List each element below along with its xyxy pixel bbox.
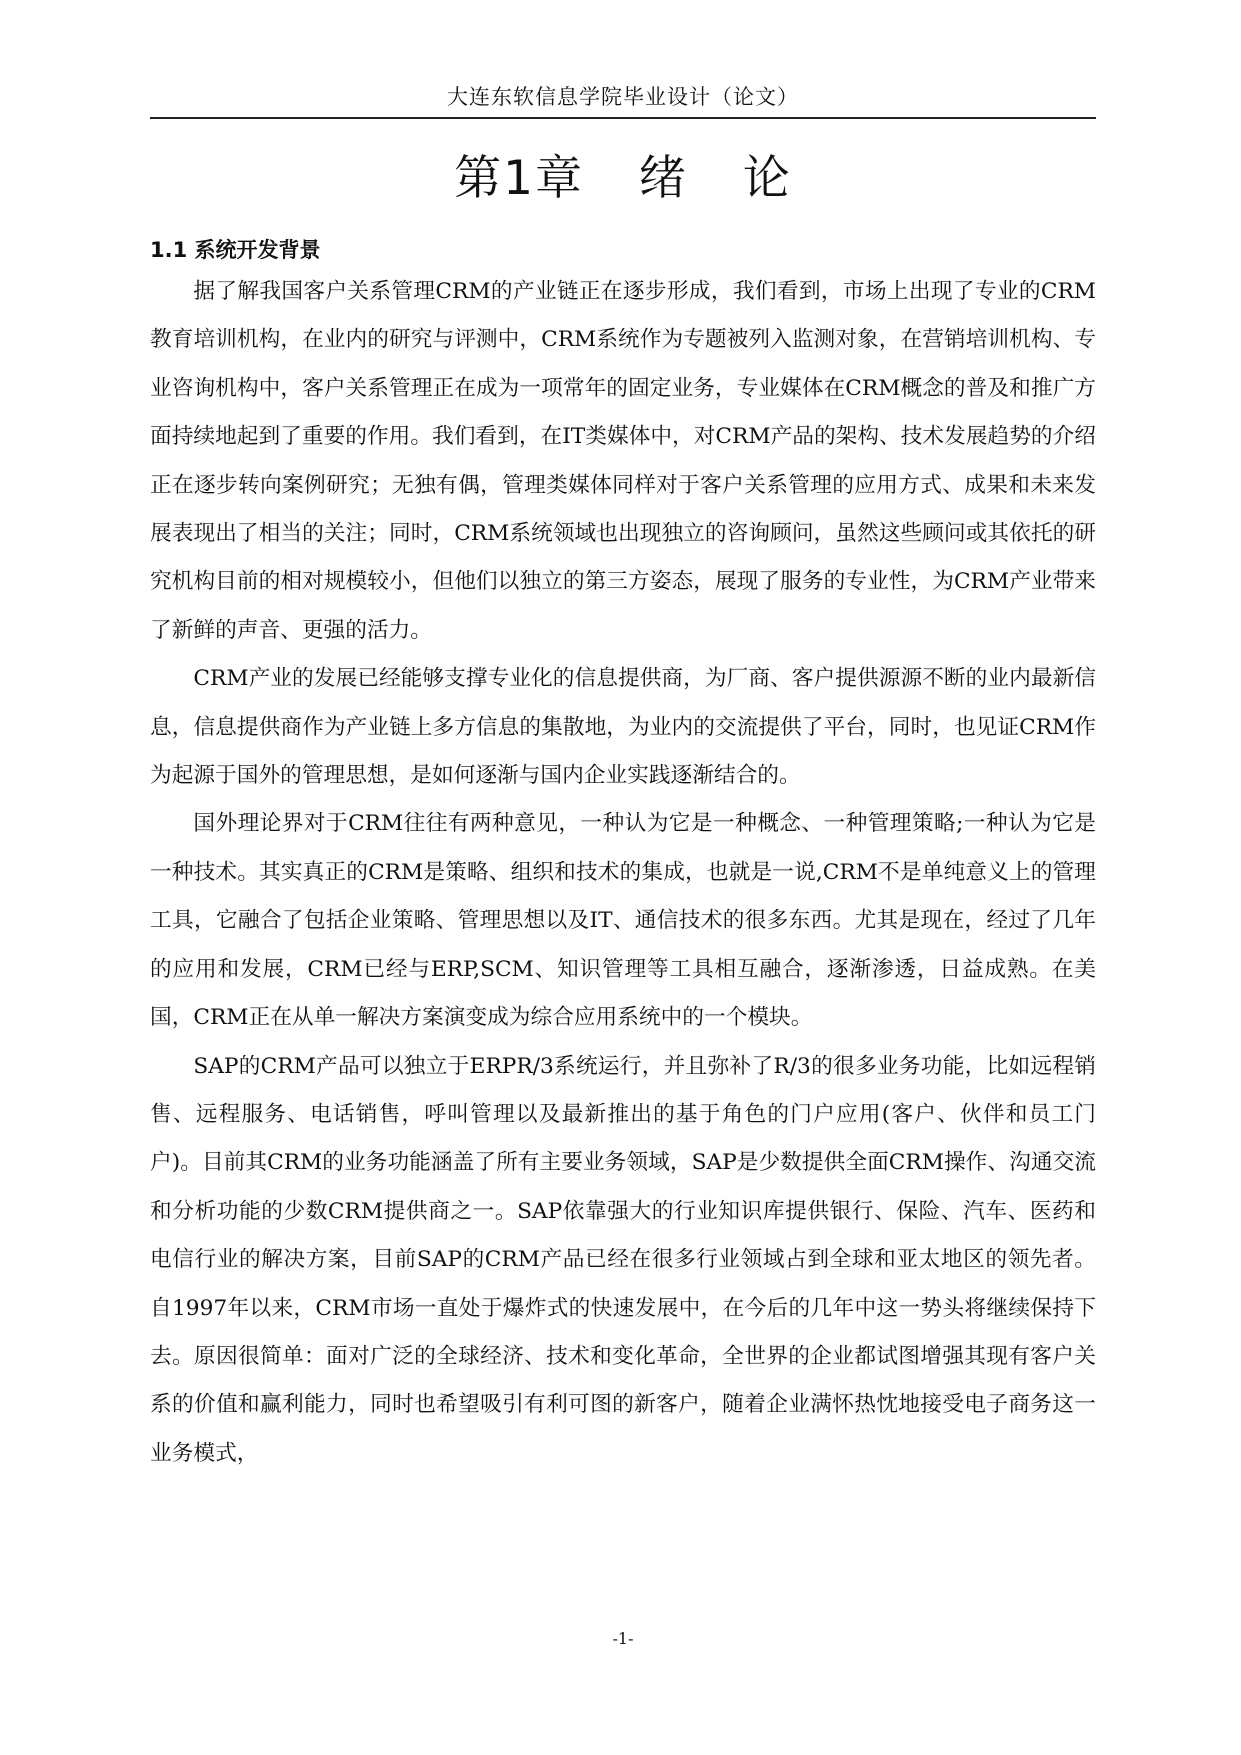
section-heading: 1.1 系统开发背景 [150, 238, 321, 262]
paragraph: SAP的CRM产品可以独立于ERPR/3系统运行，并且弥补了R/3的很多业务功能，比如远程销售、远程服务、电话销售，呼叫管理以及最新推出的基于角色的门户应用(客户、伙伴和员工门户)。目前其CRM的业务功能涵盖了所有主要业务领域，SAP是少数提供全面CRM操作、沟通交流和分析功能的少数CRM提供商之一。SAP依靠强大的行业知识库提供银行、保险、汽车、医药和电信行业的解决方案，目前SAP的CRM产品已经在很多行业领域占到全球和亚太地区的领先者。自1997年以来，CRM市场一直处于爆炸式的快速发展中，在今后的几年中这一势头将继续保持下去。原因很简单：面对广泛的全球经济、技术和变化革命，全世界的企业都试图增强其现有客户关系的价值和赢利能力，同时也希望吸引有利可图的新客户，随着企业满怀热忱地接受电子商务这一业务模式， [150, 1053, 1096, 1466]
paragraph: 据了解我国客户关系管理CRM的产业链正在逐步形成，我们看到，市场上出现了专业的CRM教育培训机构，在业内的研究与评测中，CRM系统作为专题被列入监测对象，在营销培训机构、专业咨询机构中，客户关系管理正在成为一项常年的固定业务，专业媒体在CRM概念的普及和推广方面持续地起到了重要的作用。我们看到，在IT类媒体中，对CRM产品的架构、技术发展趋势的介绍正在逐步转向案例研究；无独有偶，管理类媒体同样对于客户关系管理的应用方式、成果和未来发展表现出了相当的关注；同时，CRM系统领域也出现独立的咨询顾问，虽然这些顾问或其依托的研究机构目前的相对规模较小，但他们以独立的第三方姿态，展现了服务的专业性，为CRM产业带来了新鲜的声音、更强的活力。 [150, 279, 1096, 643]
running-header: 大连东软信息学院毕业设计（论文） [447, 85, 799, 109]
header-rule [150, 117, 1096, 119]
page-number: -1- [612, 1629, 634, 1648]
paragraph: 国外理论界对于CRM往往有两种意见，一种认为它是一种概念、一种管理策略;一种认为它是一种技术。其实真正的CRM是策略、组织和技术的集成，也就是一说,CRM不是单纯意义上的管理工具，它融合了包括企业策略、管理思想以及IT、通信技术的很多东西。尤其是现在，经过了几年的应用和发展，CRM已经与ERP,SCM、知识管理等工具相互融合，逐渐渗透，日益成熟。在美国，CRM正在从单一解决方案演变成为综合应用系统中的一个模块。 [150, 811, 1096, 1031]
paragraph: CRM产业的发展已经能够支撑专业化的信息提供商，为厂商、客户提供源源不断的业内最新信息，信息提供商作为产业链上多方信息的集散地，为业内的交流提供了平台，同时，也见证CRM作为起源于国外的管理思想，是如何逐渐与国内企业实践逐渐结合的。 [150, 666, 1096, 789]
chapter-title: 第1章 绪 论 [454, 151, 792, 206]
body-text [150, 268, 1096, 1478]
